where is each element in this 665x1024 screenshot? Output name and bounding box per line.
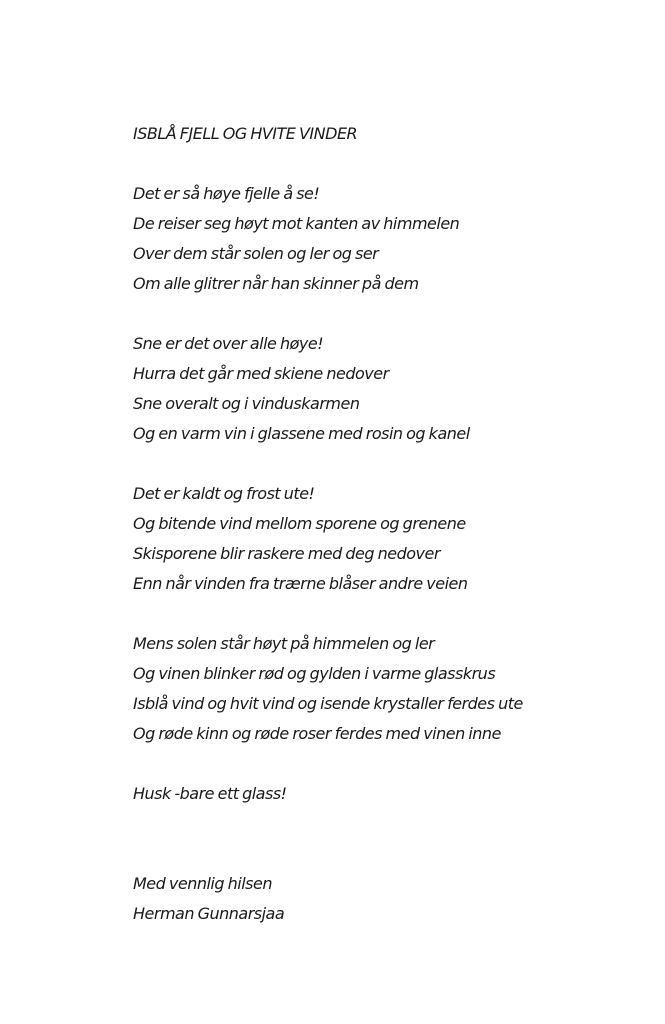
- poem-line: Og røde kinn og røde roser ferdes med vinen inne: [133, 724, 501, 743]
- poem-line: Og vinen blinker rød og gylden i varme glasskrus: [133, 664, 496, 683]
- stanza-3: [133, 479, 653, 599]
- stanza-spacer: [133, 599, 653, 629]
- poem-line: Det er så høye fjelle å se!: [133, 184, 320, 203]
- poem-line: Enn når vinden fra trærne blåser andre veien: [133, 574, 468, 593]
- poem-line: Og bitende vind mellom sporene og grenene: [133, 514, 466, 533]
- poem-line: Og en varm vin i glassene med rosin og kanel: [133, 424, 470, 443]
- stanza-spacer: [133, 449, 653, 479]
- poem-title: ISBLÅ FJELL OG HVITE VINDER: [133, 124, 358, 143]
- poem-line: Sne overalt og i vinduskarmen: [133, 394, 360, 413]
- stanza-spacer: [133, 299, 653, 329]
- poem-line: Det er kaldt og frost ute!: [133, 484, 315, 503]
- signoff-greeting: Med vennlig hilsen: [133, 874, 272, 893]
- poem-line: Isblå vind og hvit vind og isende krystaller ferdes ute: [133, 694, 523, 713]
- stanza-spacer: [133, 749, 653, 779]
- stanza-1: [133, 179, 653, 299]
- stanza-2: [133, 329, 653, 449]
- poem-line: Sne er det over alle høye!: [133, 334, 324, 353]
- signoff-name: Herman Gunnarsjaa: [133, 904, 285, 923]
- poem-line: Mens solen står høyt på himmelen og ler: [133, 634, 435, 653]
- stanza-4: [133, 629, 653, 749]
- closing-line: Husk -bare ett glass!: [133, 784, 287, 803]
- poem-line: Skisporene blir raskere med deg nedover: [133, 544, 440, 563]
- poem-line: Om alle glitrer når han skinner på dem: [133, 274, 419, 293]
- poem-line: Over dem står solen og ler og ser: [133, 244, 379, 263]
- signoff-spacer: [133, 809, 653, 869]
- poem-line: Hurra det går med skiene nedover: [133, 364, 389, 383]
- poem-text: [133, 119, 653, 929]
- poem-line: De reiser seg høyt mot kanten av himmelen: [133, 214, 460, 233]
- stanza-spacer: [133, 149, 653, 179]
